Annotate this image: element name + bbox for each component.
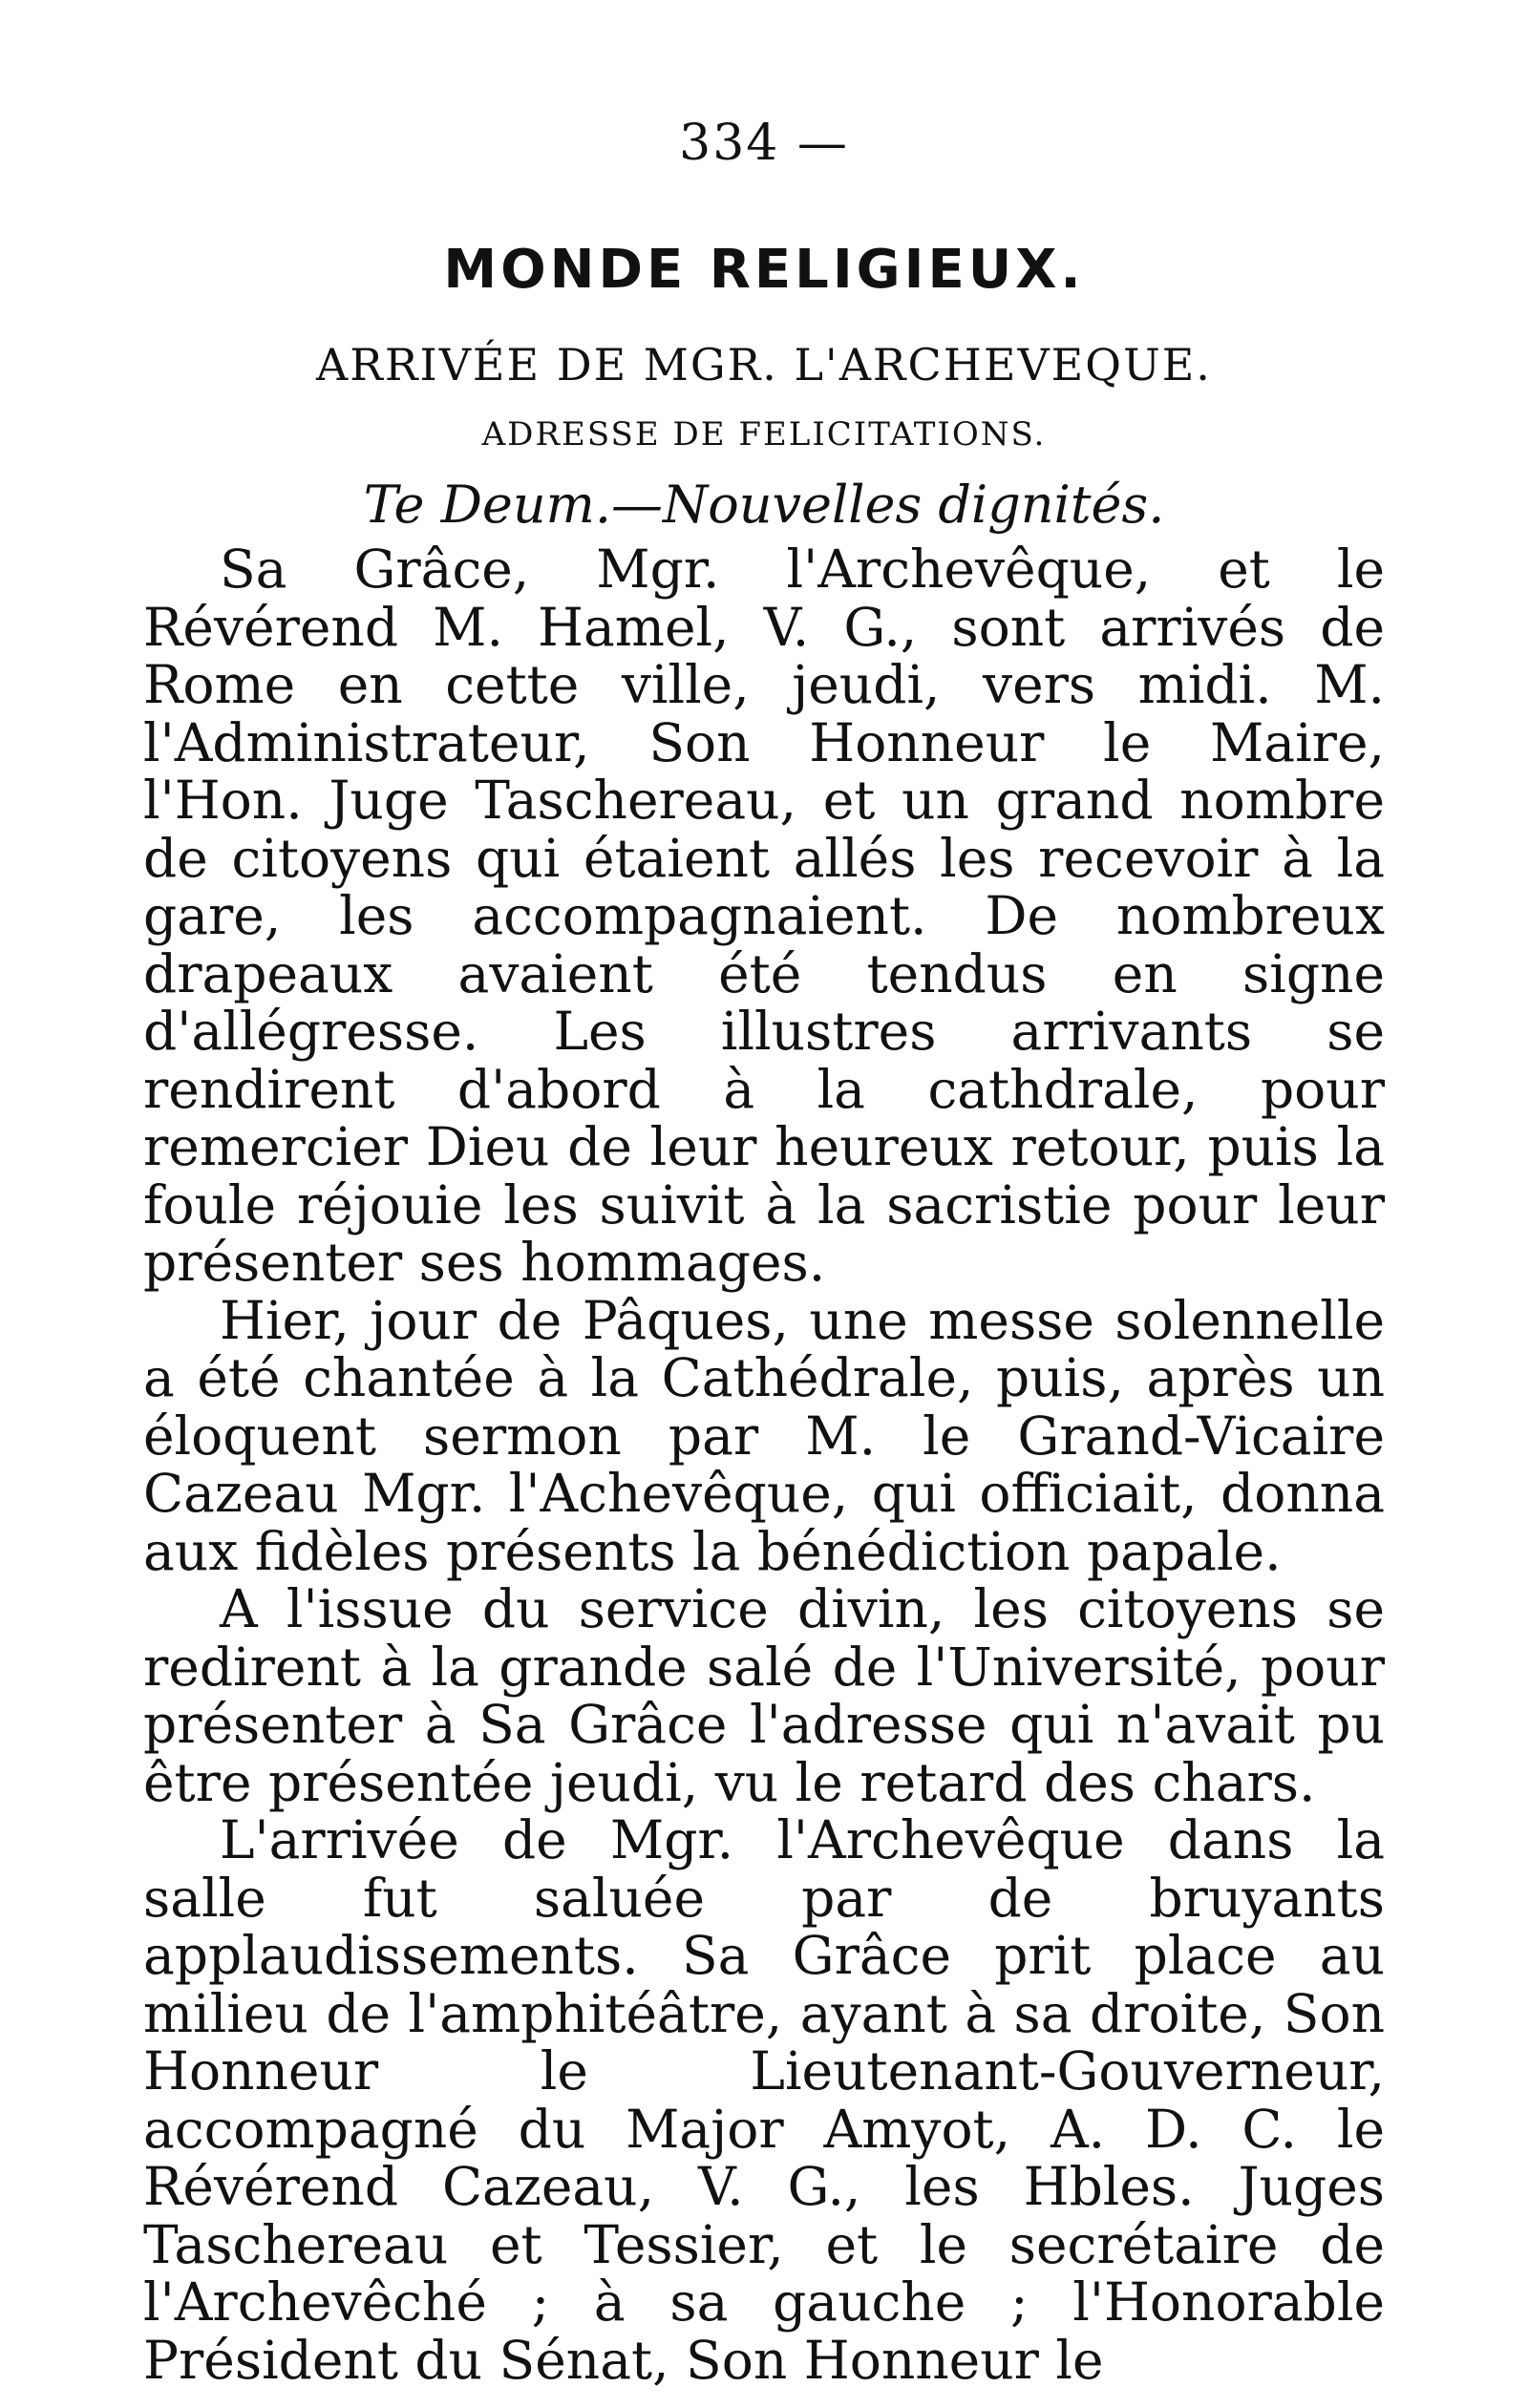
paragraph-easter-mass: Hier, jour de Pâques, une messe solennelle a été chantée à la Cathédrale, puis, après un éloquent sermon par M. le Grand-Vicaire Cazeau Mgr. l'Achevêque, qui officiait, donna aux fidèles présents la bénédiction papale. [143, 1289, 1385, 1582]
paragraph-arrival: Sa Grâce, Mgr. l'Archevêque, et le Révérend M. Hamel, V. G., sont arrivés de Rome en cette ville, jeudi, vers midi. M. l'Administrateur, Son Honneur le Maire, l'Hon. Juge Taschereau, et un grand nombre de citoyens qui étaient allés les recevoir à la gare, les accompagnaient. De nombreux drapeaux avaient été tendus en signe d'allégresse. Les illustres arrivants se rendirent d'abord à la cathdrale, pour remercier Dieu de leur heureux retour, puis la foule réjouie les suivit à la sacristie pour leur présenter ses hommages. [143, 539, 1385, 1293]
book-page [143, 115, 1385, 2389]
article-subheadline-italic: Te Deum.—Nouvelles dignités. [363, 475, 1165, 535]
section-title: MONDE RELIGIEUX. [443, 239, 1085, 301]
page-number: 334 — [679, 115, 849, 172]
paragraph-university-address: A l'issue du service divin, les citoyens se redirent à la grande salé de l'Université, pour présenter à Sa Grâce l'adresse qui n'avait pu être présentée jeudi, vu le retard des chars. [143, 1578, 1385, 1813]
article-headline: ARRIVÉE DE MGR. L'ARCHEVEQUE. [316, 339, 1212, 391]
paragraph-hall-reception: L'arrivée de Mgr. l'Archevêque dans la salle fut saluée par de bruyants applaudissements. Sa Grâce prit place au milieu de l'amphitéâtre, ayant à sa droite, Son Honneur le Lieutenant-Gouverneur, accompagné du Major Amyot, A. D. C. le Révérend Cazeau, V. G., les Hbles. Juges Taschereau et Tessier, et le secrétaire de l'Archevêché ; à sa gauche ; l'Honorable Président du Sénat, Son Honneur le [143, 1809, 1385, 2391]
article-subheadline: ADRESSE DE FELICITATIONS. [481, 415, 1047, 454]
